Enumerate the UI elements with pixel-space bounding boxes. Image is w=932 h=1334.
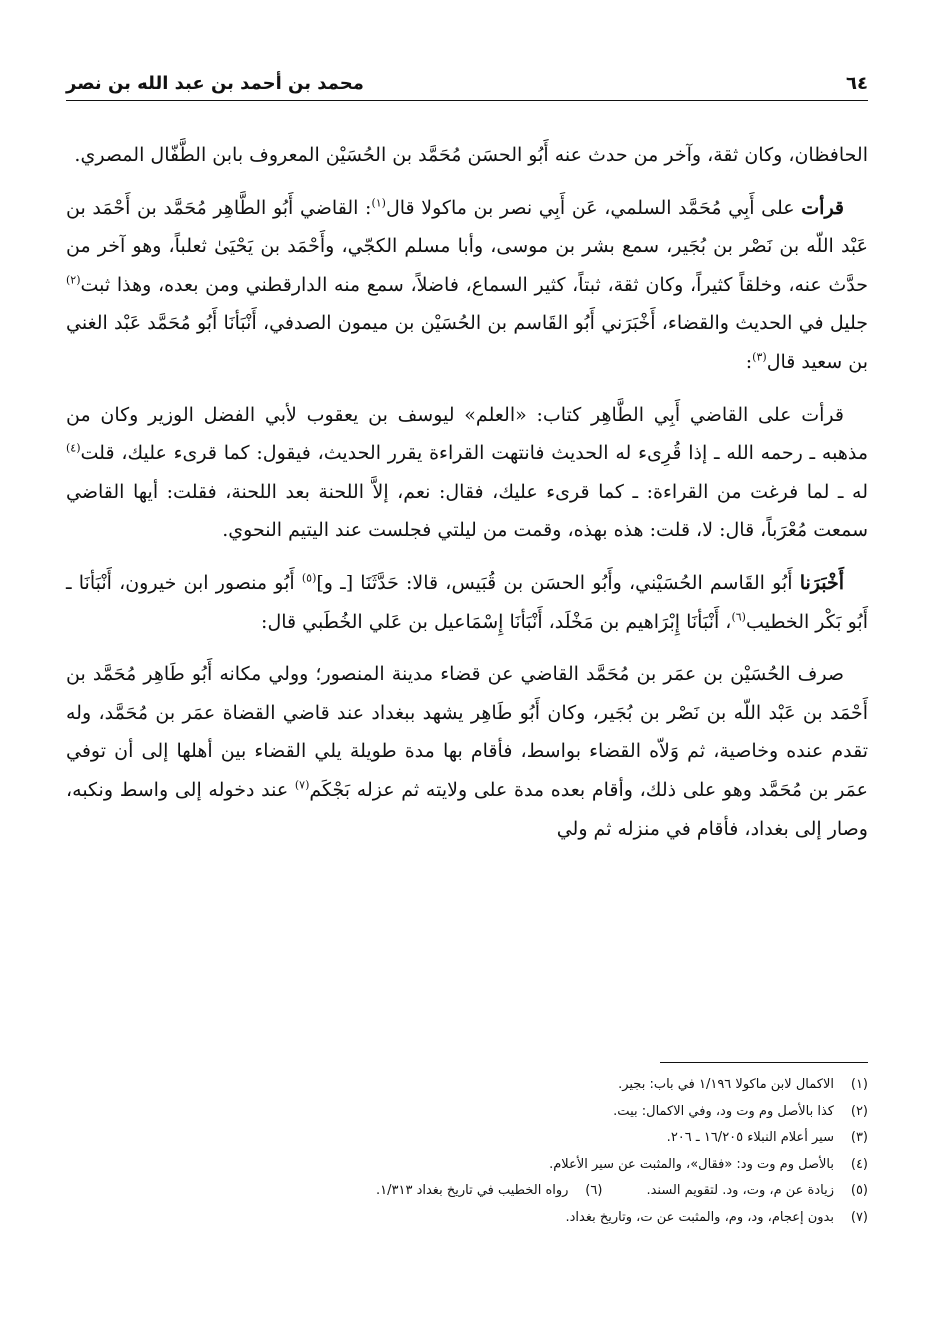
footnote-number: (٧)	[850, 1209, 868, 1225]
page-number: ٦٤	[846, 73, 868, 94]
footnotes	[66, 1072, 868, 1232]
footnote-ref: (١)	[371, 196, 386, 210]
footnote-ref: (٤)	[66, 441, 81, 455]
running-title: محمد بن أحمد بن عبد الله بن نصر	[66, 73, 364, 94]
footnote-text: زيادة عن م، وت، ود. لتقويم السند.	[646, 1183, 834, 1199]
footnote	[66, 1205, 868, 1232]
paragraph-text: عند دخوله إلى واسط ونكبه، وصار إلى بغداد، فأقام في منزله ثم ولي	[66, 778, 868, 840]
paragraph-text: :	[745, 350, 753, 373]
footnote-text: بالأصل وم وت ود: «فقال»، والمثبت عن سير الأعلام.	[549, 1156, 834, 1172]
footnote-text: رواه الخطيب في تاريخ بغداد ١/٣١٣.	[375, 1183, 569, 1199]
footnote-ref: (٢)	[66, 273, 81, 287]
footnote-text: كذا بالأصل وم وت ود، وفي الاكمال: بيت.	[613, 1103, 834, 1119]
paragraph-4	[66, 564, 868, 641]
footnote-ref: (٦)	[731, 610, 746, 624]
footnote	[66, 1152, 868, 1179]
paragraph-text: على أَبِي مُحَمَّد السلمي، عَن أَبِي نصر بن ماكولا قال	[385, 196, 802, 219]
footnote-number: (٢)	[850, 1103, 868, 1119]
footnote-number: (٣)	[850, 1130, 868, 1146]
footnote-ref: (٧)	[294, 778, 310, 792]
footnote-text: سير أعلام النبلاء ١٦/٢٠٥ ـ ٢٠٦.	[666, 1130, 834, 1146]
paragraph-text: صرف الحُسَيْن بن عمَر بن مُحَمَّد القاضي عن قضاء مدينة المنصور؛ وولي مكانه أَبُو طَاهِر مُحَمَّد بن أَحْمَد بن عَبْد اللّه بن نَصْر بن بُجَير، وكان أَبُو طَاهِر يشهد ببغداد عند قاضي القضاة عمَر بن مُحَمَّد، وله تقدم عنده وخاصية، ثم وَلاّه القضاء بواسط، فأقام بها مدة طويلة يلي القضاء بين أهلها إلى أن توفي عمَر بن مُحَمَّد وهو على ذلك، وأقام بعده مدة على ولايته ثم عزله بَجْكَم	[66, 663, 868, 801]
footnote-text: الاكمال لابن ماكولا ١/١٩٦ في باب: بجير.	[618, 1077, 834, 1092]
footnote-ref: (٣)	[752, 350, 767, 364]
footnote	[66, 1125, 868, 1152]
footnote-number: (١)	[850, 1077, 868, 1092]
footnote	[66, 1099, 868, 1126]
footnote-text: بدون إعجام، ود، وم، والمثبت عن ت، وتاريخ بغداد.	[565, 1209, 834, 1225]
paragraph-text: جليل في الحديث والقضاء، أَخْبَرَني أَبُو القَاسم بن الحُسَيْن بن ميمون الصدفي، أَنْبَأنَا أَبُو مُحَمَّد عَبْد الغني بن سعيد قال	[66, 312, 868, 373]
header-divider	[66, 100, 868, 101]
paragraph-2	[66, 189, 868, 382]
paragraph-text: الحافظان، وكان ثقة، وآخر من حدث عنه أَبُو الحسَن مُحَمَّد بن الحُسَيْن المعروف بابن الطَّفّال المصري.	[74, 144, 868, 166]
footnote-ref: (٥)	[301, 571, 317, 585]
footnote-number: (٦)	[585, 1183, 603, 1199]
footnote	[66, 1178, 868, 1205]
footnote	[66, 1072, 868, 1099]
page-header	[66, 62, 868, 94]
paragraph-5	[66, 655, 868, 848]
paragraph-1	[66, 136, 868, 175]
footnote-divider	[660, 1062, 868, 1063]
paragraph-text: أَبُو منصور ابن خيرون، أَنْبَأنَا ـ أَبُو بَكْر الخطيب	[66, 571, 868, 633]
footnote-number: (٥)	[850, 1183, 868, 1199]
paragraph-lead-word: أَخْبَرَنا	[799, 571, 845, 594]
paragraph-text: ، أَنْبَأنَا إِبْرَاهيم بن مَخْلَد، أَنْبَأنَا إِسْمَاعيل بن عَلي الخُطَبي قال:	[261, 610, 732, 633]
paragraph-text: له ـ لما فرغت من القراءة: ـ كما قرىء عليك، فقال: نعم، إلاَّ اللحنة بعد اللحنة، فقلت: أيها القاضي سمعت مُعْرَباً، قال: لا، قلت: هذه بهذه، وقمت من ليلتي فجلست عند اليتيم النحوي.	[66, 480, 868, 542]
paragraph-text: : القاضي أَبُو الطَّاهِر مُحَمَّد بن أَحْمَد بن عَبْد اللّه بن نَصْر بن بُجَير، سمع بشر بن موسى، وأبا مسلم الكجّي، وأَحْمَد بن يَحْيَىٰ ثعلباً، وهو آخر من حدَّث عنه، وخلقاً كثيراً، وكان ثقة، ثبتاً، كثير السماع، فاضلاً، سمع منه الدارقطني ومن بعده، وهذا ثبت	[66, 196, 868, 296]
paragraph-text: قرأت على القاضي أَبِي الطَّاهِر كتاب: «العلم» ليوسف بن يعقوب لأبي الفضل الوزير وكان من مذهبه ـ رحمه الله ـ إذا قُرِىء له الحديث فانتهت القراءة يقرر الحديث، فيقول: كما قرىء عليك، قلت	[66, 403, 868, 465]
footnote-number: (٤)	[850, 1156, 868, 1172]
paragraph-text: أَبُو القَاسم الحُسَيْني، وأَبُو الحسَن بن قُبَيس، قالا: حَدَّثَنَا [ـ و]	[316, 571, 800, 594]
main-text	[66, 136, 868, 848]
paragraph-3	[66, 396, 868, 550]
paragraph-lead-word: قرأت	[801, 196, 845, 219]
